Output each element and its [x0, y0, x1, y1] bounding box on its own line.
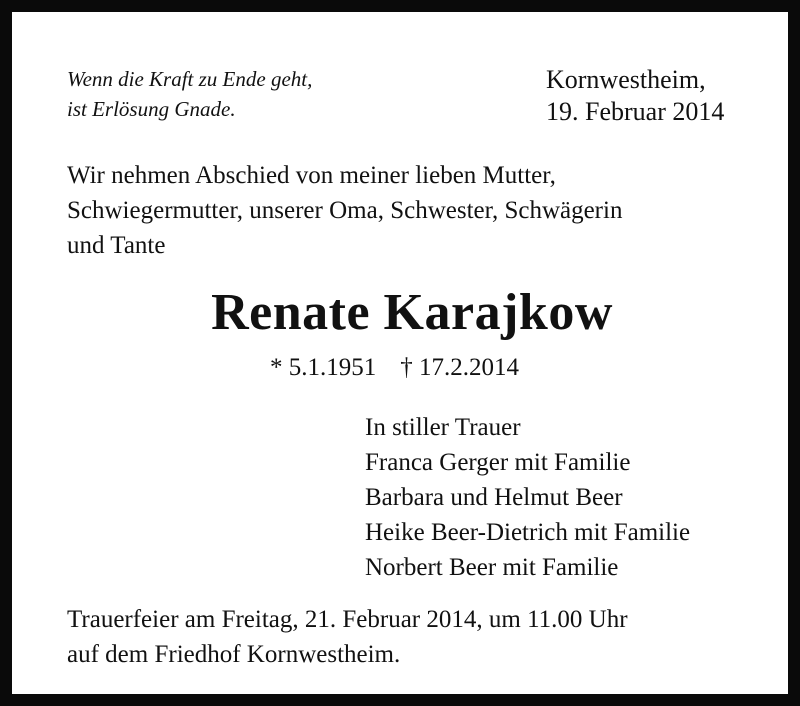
motto-quote	[67, 64, 312, 124]
place: Kornwestheim,	[546, 65, 706, 94]
service-line-2: auf dem Friedhof Kornwestheim.	[67, 641, 401, 668]
place-date	[546, 64, 724, 128]
notice-date: 19. Februar 2014	[546, 97, 725, 126]
intro-line-2: Schwiegermutter, unserer Oma, Schwester, Schwägerin	[67, 197, 623, 224]
mourner: Barbara und Helmut Beer	[365, 484, 623, 511]
mourner: Franca Gerger mit Familie	[365, 449, 631, 476]
deceased-name: Renate Karajkow	[211, 284, 613, 341]
mourners-list	[365, 410, 690, 585]
funeral-service-info	[67, 602, 628, 672]
life-dates	[270, 352, 519, 384]
intro-line-3: und Tante	[67, 232, 166, 259]
birth-date: * 5.1.1951	[270, 354, 377, 381]
motto-line-1: Wenn die Kraft zu Ende geht,	[67, 67, 313, 91]
motto-line-2: ist Erlösung Gnade.	[67, 97, 236, 121]
mourners-heading: In stiller Trauer	[365, 414, 521, 441]
death-date: † 17.2.2014	[400, 354, 519, 381]
intro-text	[67, 158, 622, 263]
mourner: Norbert Beer mit Familie	[365, 554, 619, 581]
intro-line-1: Wir nehmen Abschied von meiner lieben Mutter,	[67, 162, 556, 189]
mourner: Heike Beer-Dietrich mit Familie	[365, 519, 691, 546]
service-line-1: Trauerfeier am Freitag, 21. Februar 2014, um 11.00 Uhr	[67, 606, 628, 633]
